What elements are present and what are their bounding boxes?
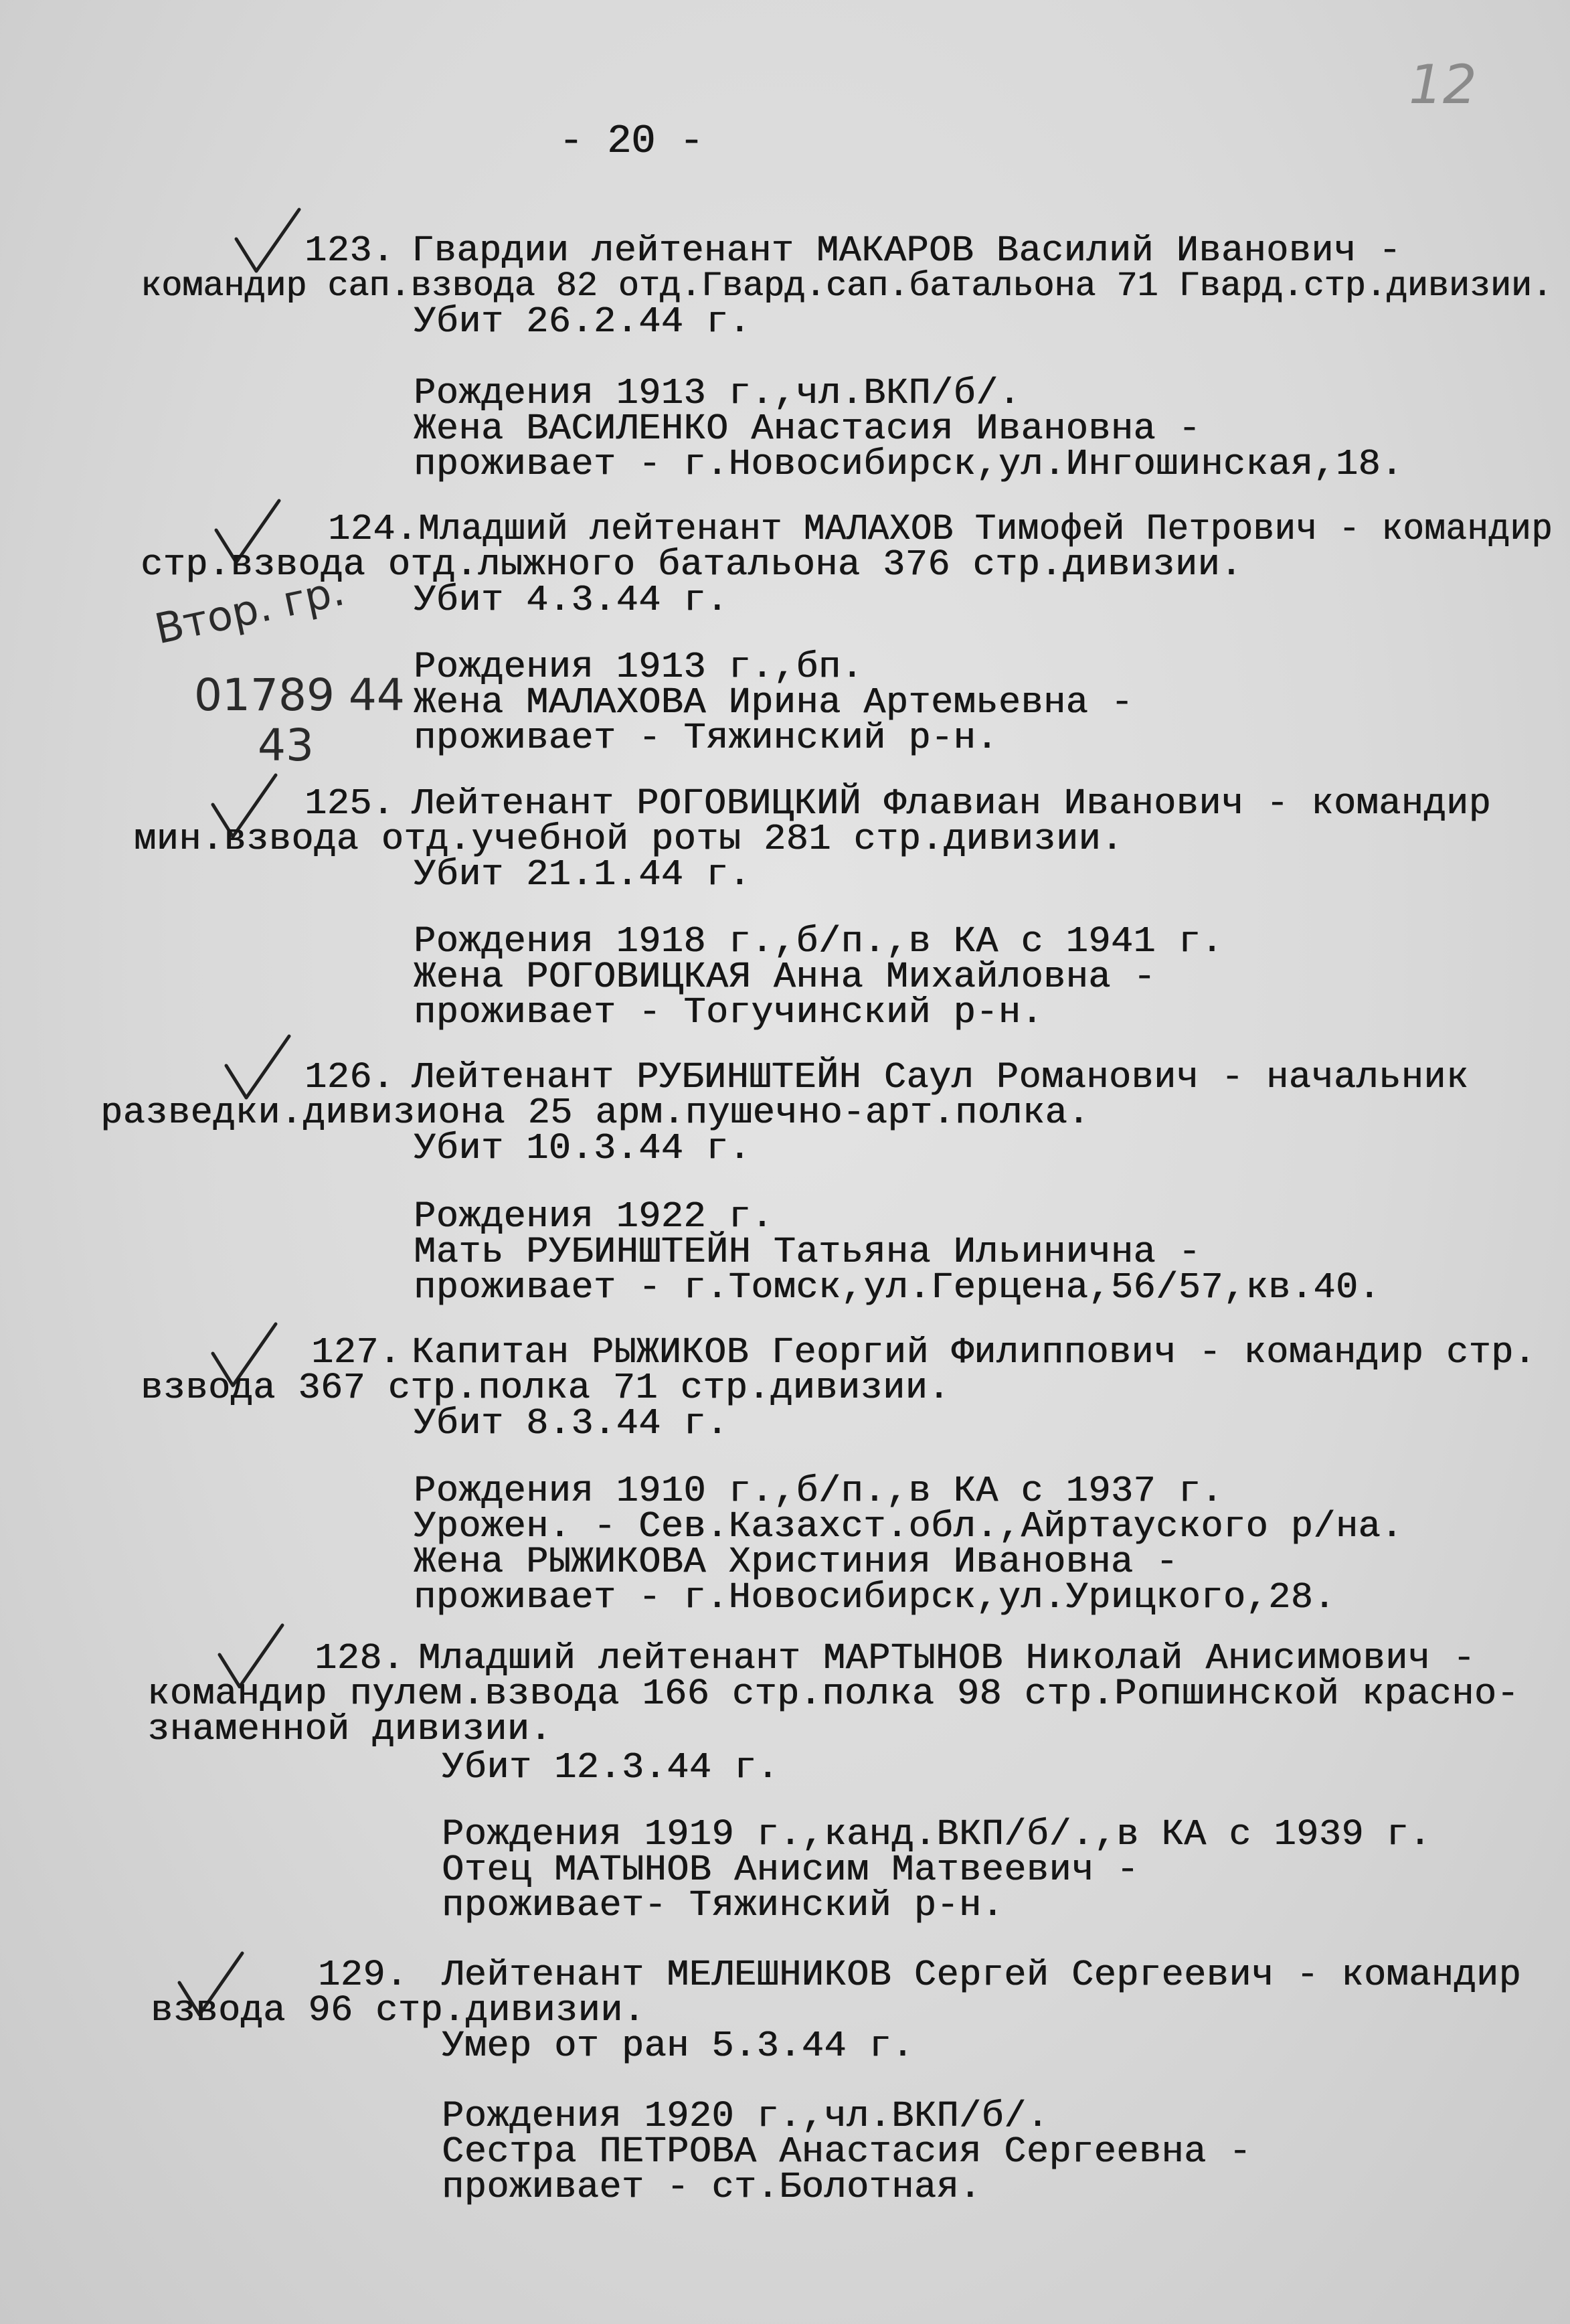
entry-line: Убит 12.3.44 г. (442, 1746, 780, 1789)
entry-line: мин.взвода отд.учебной роты 281 стр.дивизии. (134, 818, 1124, 860)
entry-line: Урожен. - Сев.Казахст.обл.,Айртауского р/на. (414, 1505, 1403, 1548)
entry-line: Рождения 1913 г.,чл.ВКП/б/. (414, 372, 1021, 414)
entry-line: Рождения 1913 г.,бп. (414, 646, 864, 688)
entry-line: Сестра ПЕТРОВА Анастасия Сергеевна - (442, 2131, 1251, 2173)
entry-line: Жена РОГОВИЦКАЯ Анна Михайловна - (414, 956, 1156, 998)
entry-number: 128. (315, 1637, 405, 1679)
entry-line: Убит 26.2.44 г. (414, 301, 752, 343)
entry-line: Лейтенант РУБИНШТЕЙН Саул Романович - начальник (412, 1056, 1469, 1098)
entry-line: Рождения 1920 г.,чл.ВКП/б/. (442, 2095, 1049, 2137)
entry-line: Убит 21.1.44 г. (414, 853, 752, 896)
entry-line: Убит 8.3.44 г. (414, 1402, 729, 1444)
entry-number: 123. (304, 230, 395, 272)
archive-sheet-number: 12 (1409, 54, 1477, 116)
entry-line: знаменной дивизии. (147, 1708, 552, 1750)
entry-line: Рождения 1918 г.,б/п.,в КА с 1941 г. (414, 920, 1223, 963)
handwritten-note-line-1: Втор. гр. (151, 566, 349, 654)
entry-line: командир пулем.взвода 166 стр.полка 98 стр.Ропшинской красно- (147, 1673, 1519, 1715)
entry-line: разведки.дивизиона 25 арм.пушечно-арт.полка. (100, 1092, 1090, 1134)
handwritten-note-line-3: 43 (258, 720, 314, 771)
entry-line: проживает - г.Новосибирск,ул.Урицкого,28. (414, 1576, 1336, 1618)
entry-line: проживает - г.Томск,ул.Герцена,56/57,кв.40. (414, 1266, 1381, 1309)
entry-line: Убит 4.3.44 г. (414, 579, 729, 621)
entry-number: 125. (304, 782, 395, 825)
entry-line: Жена МАЛАХОВА Ирина Артемьевна - (414, 681, 1134, 724)
handwritten-note-line-2: 01789 44 (194, 669, 405, 721)
entry-line: Жена РЫЖИКОВА Христиния Ивановна - (414, 1541, 1179, 1583)
entry-line: Умер от ран 5.3.44 г. (442, 2025, 914, 2067)
entry-line: Рождения 1910 г.,б/п.,в КА с 1937 г. (414, 1470, 1223, 1512)
entry-line: Жена ВАСИЛЕНКО Анастасия Ивановна - (414, 408, 1201, 450)
entry-line: Убит 10.3.44 г. (414, 1127, 752, 1169)
entry-line: Мать РУБИНШТЕЙН Татьяна Ильинична - (414, 1231, 1201, 1273)
entry-number: 127. (311, 1331, 402, 1374)
entry-line: взвода 96 стр.дивизии. (151, 1989, 646, 2031)
entry-line: Гвардии лейтенант МАКАРОВ Василий Иванович - (412, 230, 1401, 272)
entry-line: командир сап.взвода 82 отд.Гвард.сап.батальона 71 Гвард.стр.дивизии. (141, 266, 1553, 306)
entry-line: Лейтенант РОГОВИЦКИЙ Флавиан Иванович - командир (412, 782, 1492, 825)
entry-number: 126. (304, 1056, 395, 1098)
entry-line: проживает- Тяжинский р-н. (442, 1884, 1005, 1926)
entry-line: стр.взвода отд.лыжного батальона 376 стр.дивизии. (141, 544, 1243, 586)
entry-number: 124. (328, 508, 418, 550)
entry-line: Капитан РЫЖИКОВ Георгий Филиппович - командир стр. (412, 1331, 1537, 1374)
entry-line: Отец МАТЫНОВ Анисим Матвеевич - (442, 1849, 1139, 1891)
entry-line: проживает - Тяжинский р-н. (414, 717, 998, 759)
entry-line: Рождения 1919 г.,канд.ВКП/б/.,в КА с 1939 г. (442, 1813, 1431, 1855)
entry-line: Рождения 1922 г. (414, 1195, 774, 1238)
entry-line: Лейтенант МЕЛЕШНИКОВ Сергей Сергеевич - командир (442, 1954, 1522, 1996)
entry-line: Младший лейтенант МАЛАХОВ Тимофей Петрович - командир (418, 508, 1553, 550)
entry-line: проживает - ст.Болотная. (442, 2166, 982, 2208)
page-number: - 20 - (559, 119, 704, 165)
entry-line: проживает - г.Новосибирск,ул.Ингошинская,18. (414, 443, 1403, 485)
entry-line: Младший лейтенант МАРТЫНОВ Николай Анисимович - (418, 1637, 1476, 1679)
entry-number: 129. (318, 1954, 408, 1996)
entry-line: проживает - Тогучинский р-н. (414, 991, 1043, 1033)
entry-line: взвода 367 стр.полка 71 стр.дивизии. (141, 1367, 950, 1409)
